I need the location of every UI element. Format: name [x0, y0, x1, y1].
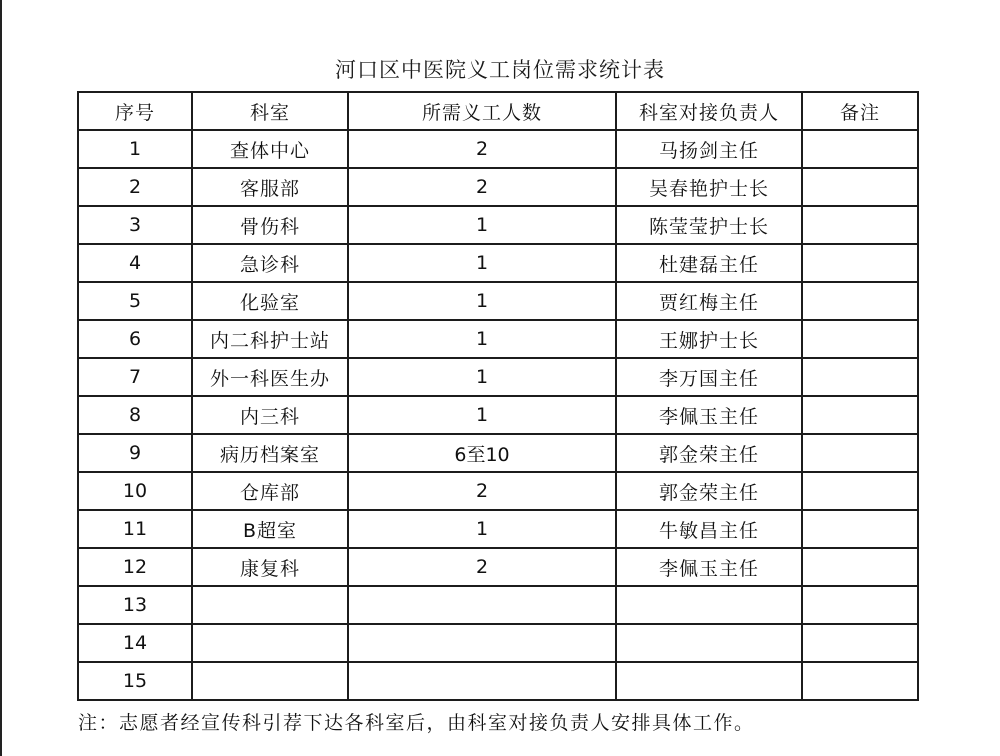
table-row [78, 472, 918, 510]
cell-department: 外一科医生办 [192, 358, 348, 396]
cell-remarks [802, 206, 918, 244]
cell-serial-number: 6 [78, 320, 192, 358]
cell-remarks [802, 548, 918, 586]
cell-serial-number: 10 [78, 472, 192, 510]
cell-contact-person [616, 662, 802, 700]
cell-volunteer-count: 1 [348, 282, 616, 320]
cell-serial-number: 11 [78, 510, 192, 548]
cell-department: 病历档案室 [192, 434, 348, 472]
cell-contact-person: 贾红梅主任 [616, 282, 802, 320]
header-contact-person: 科室对接负责人 [616, 92, 802, 130]
cell-contact-person: 马扬剑主任 [616, 130, 802, 168]
cell-serial-number: 5 [78, 282, 192, 320]
table-row [78, 244, 918, 282]
table-row [78, 396, 918, 434]
cell-volunteer-count: 2 [348, 472, 616, 510]
cell-volunteer-count: 2 [348, 168, 616, 206]
cell-remarks [802, 130, 918, 168]
cell-remarks [802, 244, 918, 282]
footnote: 注：志愿者经宣传科引荐下达各科室后，由科室对接负责人安排具体工作。 [78, 712, 755, 734]
cell-department [192, 662, 348, 700]
cell-serial-number: 12 [78, 548, 192, 586]
cell-contact-person: 陈莹莹护士长 [616, 206, 802, 244]
cell-volunteer-count [348, 624, 616, 662]
cell-department: B超室 [192, 510, 348, 548]
cell-serial-number: 2 [78, 168, 192, 206]
cell-volunteer-count: 1 [348, 206, 616, 244]
cell-remarks [802, 320, 918, 358]
cell-department: 客服部 [192, 168, 348, 206]
cell-contact-person [616, 586, 802, 624]
table-row [78, 434, 918, 472]
table-row [78, 358, 918, 396]
cell-volunteer-count: 1 [348, 320, 616, 358]
cell-contact-person: 吴春艳护士长 [616, 168, 802, 206]
cell-remarks [802, 282, 918, 320]
document-title: 河口区中医院义工岗位需求统计表 [335, 58, 665, 82]
table-row [78, 320, 918, 358]
cell-volunteer-count: 1 [348, 244, 616, 282]
cell-serial-number: 3 [78, 206, 192, 244]
cell-volunteer-count: 1 [348, 358, 616, 396]
cell-remarks [802, 510, 918, 548]
cell-volunteer-count: 6至10 [348, 434, 616, 472]
volunteer-demand-table [77, 91, 919, 701]
cell-serial-number: 14 [78, 624, 192, 662]
cell-serial-number: 7 [78, 358, 192, 396]
cell-department: 内三科 [192, 396, 348, 434]
cell-volunteer-count [348, 586, 616, 624]
table-row [78, 168, 918, 206]
table-row [78, 624, 918, 662]
cell-contact-person: 王娜护士长 [616, 320, 802, 358]
cell-remarks [802, 168, 918, 206]
cell-remarks [802, 396, 918, 434]
cell-department: 内二科护士站 [192, 320, 348, 358]
table-row [78, 206, 918, 244]
cell-remarks [802, 586, 918, 624]
cell-department: 康复科 [192, 548, 348, 586]
table-header-row [78, 92, 918, 130]
cell-department: 化验室 [192, 282, 348, 320]
table-row [78, 548, 918, 586]
cell-volunteer-count: 1 [348, 510, 616, 548]
header-volunteer-count: 所需义工人数 [348, 92, 616, 130]
cell-department: 骨伤科 [192, 206, 348, 244]
table-row [78, 510, 918, 548]
header-department: 科室 [192, 92, 348, 130]
table-row [78, 130, 918, 168]
cell-contact-person: 郭金荣主任 [616, 472, 802, 510]
cell-department [192, 586, 348, 624]
cell-serial-number: 8 [78, 396, 192, 434]
page-edge-line [0, 0, 2, 756]
cell-remarks [802, 624, 918, 662]
cell-department: 仓库部 [192, 472, 348, 510]
cell-contact-person: 李佩玉主任 [616, 396, 802, 434]
cell-department: 急诊科 [192, 244, 348, 282]
cell-contact-person: 李佩玉主任 [616, 548, 802, 586]
cell-volunteer-count [348, 662, 616, 700]
cell-contact-person: 李万国主任 [616, 358, 802, 396]
table-row [78, 586, 918, 624]
header-serial-number: 序号 [78, 92, 192, 130]
cell-remarks [802, 434, 918, 472]
cell-contact-person [616, 624, 802, 662]
cell-volunteer-count: 1 [348, 396, 616, 434]
cell-serial-number: 15 [78, 662, 192, 700]
cell-contact-person: 牛敏昌主任 [616, 510, 802, 548]
table-row [78, 282, 918, 320]
cell-volunteer-count: 2 [348, 548, 616, 586]
cell-volunteer-count: 2 [348, 130, 616, 168]
cell-remarks [802, 662, 918, 700]
cell-department: 查体中心 [192, 130, 348, 168]
cell-serial-number: 1 [78, 130, 192, 168]
cell-remarks [802, 358, 918, 396]
cell-department [192, 624, 348, 662]
table-row [78, 662, 918, 700]
cell-serial-number: 13 [78, 586, 192, 624]
header-remarks: 备注 [802, 92, 918, 130]
cell-serial-number: 9 [78, 434, 192, 472]
cell-contact-person: 杜建磊主任 [616, 244, 802, 282]
cell-serial-number: 4 [78, 244, 192, 282]
cell-contact-person: 郭金荣主任 [616, 434, 802, 472]
cell-remarks [802, 472, 918, 510]
